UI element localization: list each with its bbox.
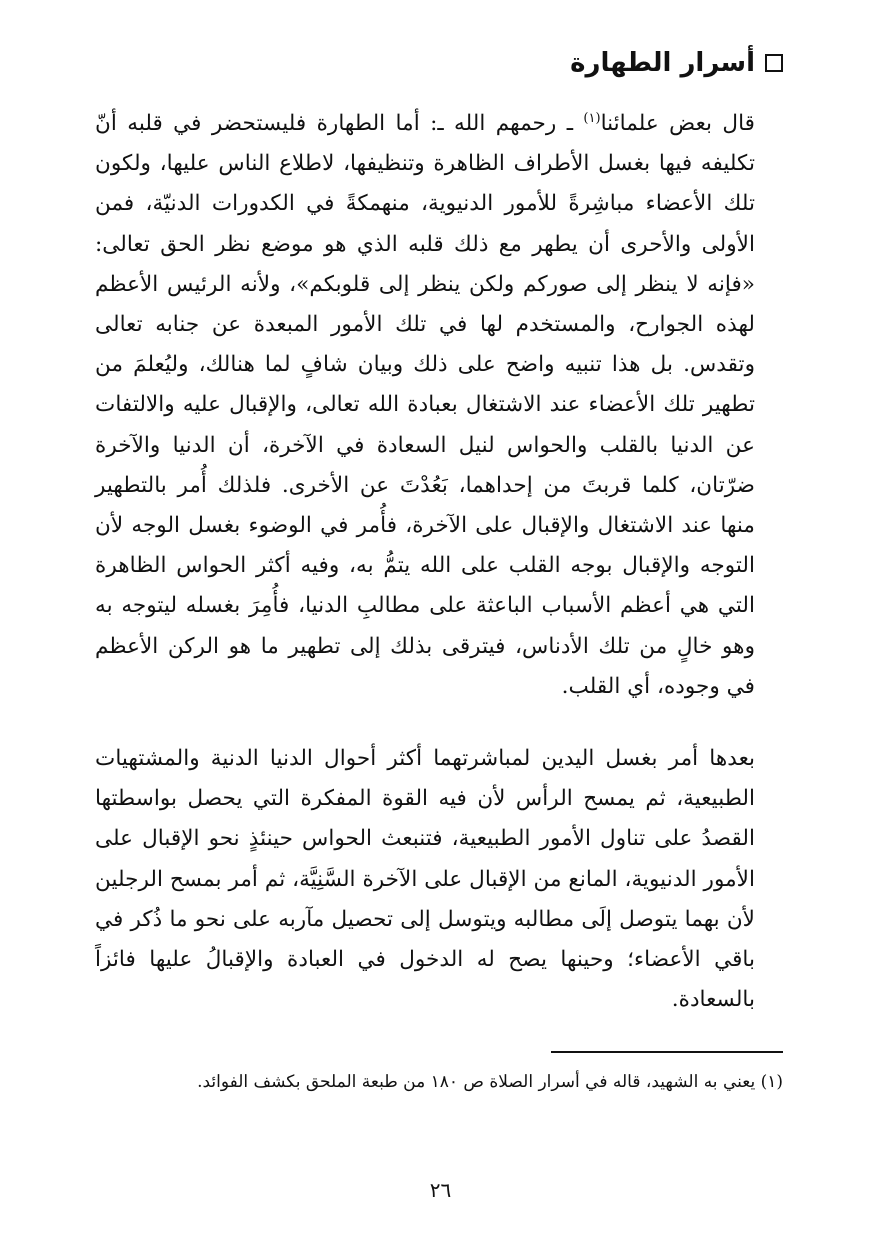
main-text [95,104,783,1020]
section-title: أسرار الطهارة [570,48,755,78]
paragraph-1-start: قال بعض علمائنا [600,111,755,136]
paragraph-2: بعدها أمر بغسل اليدين لمباشرتهما أكثر أحوال الدنيا الدنية والمشتهيات الطبيعية، ثم يمسح الرأس لأن فيه القوة المفكرة التي يحصل بواسطتها القصدُ على تناول الأمور الطبيعية، فتنبعث الحواس حينئذٍ نحو الإقبال على الأمور الدنيوية، المانع من الإقبال على الآخرة السَّنِيَّة، ثم أمر بمسح الرجلين لأن بهما يتوصل إلَى مطالبه ويتوسل إلى تحصيل مآربه على نحو ما ذُكر في باقي الأعضاء؛ وحينها يصح له الدخول في العبادة والإقبالُ عليها فائزاً بالسعادة. [95,746,755,1013]
paragraph-1 [95,104,783,707]
square-bullet-icon [765,54,783,72]
page-number: ٢٦ [429,1178,452,1202]
footnote-reference: (١) [583,110,601,126]
section-heading [570,48,783,78]
paragraph-1-rest: ـ رحمهم الله ـ: أما الطهارة فليستحضر في قلبه أنّ تكليفه فيها بغسل الأطراف الظاهرة وتنظيفها، لاطلاع الناس عليها، ولكون تلك الأعضاء مباشِرةً للأمور الدنيوية، منهمكةً في الكدورات الدنيّة، فمن الأولى والأحرى أن يطهر مع ذلك قلبه الذي هو موضع نظر الحق تعالى: «فإنه لا ينظر إلى صوركم ولكن ينظر إلى قلوبكم»، ولأنه الرئيس الأعظم لهذه الجوارح، والمستخدم لها في تلك الأمور المبعدة عن جنابه تعالى وتقدس. بل هذا تنبيه واضح على ذلك وبيان شافٍ لما هنالك، وليُعلمَ من تطهير تلك الأعضاء عند الاشتغال بعبادة الله تعالى، والإقبال عليه والالتفات عن الدنيا بالقلب والحواس لنيل السعادة في الآخرة، أن الدنيا والآخرة ضرّتان، كلما قربتَ من إحداهما، بَعُدْتَ عن الأخرى. فلذلك أُمر بالتطهير منها عند الاشتغال والإقبال على الآخرة، فأُمر في الوضوء بغسل الوجه لأن التوجه والإقبال بوجه القلب على الله يتمُّ به، وفيه أكثر الحواس الظاهرة التي هي أعظم الأسباب الباعثة على مطالبِ الدنيا، فأُمِرَ بغسله ليتوجه به وهو خالٍ من تلك الأدناس، فيترقى بذلك إلى تطهير ما هو الركن الأعظم في وجوده، أي القلب. [95,111,755,699]
footnote-separator [551,1051,783,1053]
footnote: (١) يعني به الشهيد، قاله في أسرار الصلاة ص ١٨٠ من طبعة الملحق بكشف الفوائد. [197,1072,783,1092]
